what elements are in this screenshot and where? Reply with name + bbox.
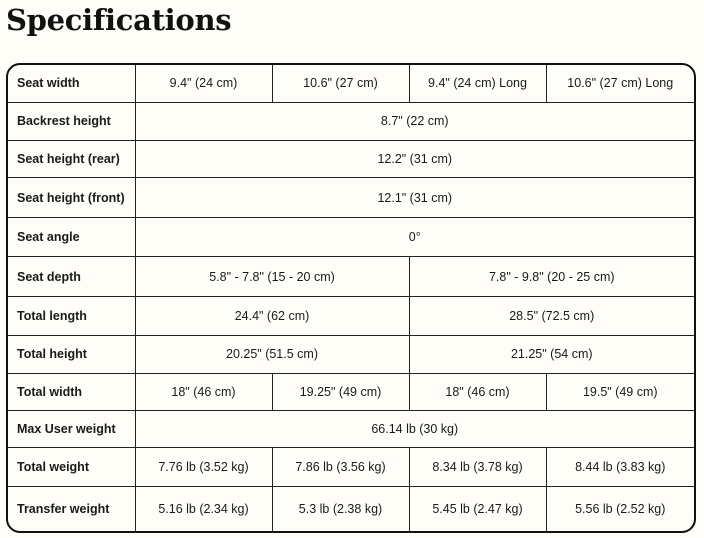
spec-value-cell: 5.3 lb (2.38 kg): [272, 487, 409, 531]
spec-row: [8, 140, 694, 177]
spec-value-cell: 24.4" (62 cm): [135, 297, 409, 335]
spec-row: [8, 65, 694, 102]
spec-row: [8, 218, 694, 257]
spec-value-cell: 7.76 lb (3.52 kg): [135, 448, 272, 487]
spec-row-label: Max User weight: [8, 410, 135, 447]
spec-value-cell: 10.6" (27 cm) Long: [546, 65, 694, 102]
spec-row: [8, 257, 694, 297]
spec-value-cell: 9.4" (24 cm): [135, 65, 272, 102]
spec-value-cell: 18" (46 cm): [409, 373, 546, 410]
page-title: Specifications: [6, 3, 232, 37]
spec-value-cell: 28.5" (72.5 cm): [409, 297, 694, 335]
spec-value-cell: 8.44 lb (3.83 kg): [546, 448, 694, 487]
spec-row: [8, 102, 694, 140]
spec-value-cell: 8.34 lb (3.78 kg): [409, 448, 546, 487]
spec-value-cell: 5.8" - 7.8" (15 - 20 cm): [135, 257, 409, 297]
spec-row: [8, 487, 694, 531]
spec-value-cell: 12.1" (31 cm): [135, 177, 694, 217]
spec-value-cell: 7.8" - 9.8" (20 - 25 cm): [409, 257, 694, 297]
spec-row-label: Transfer weight: [8, 487, 135, 531]
spec-value-cell: 19.5" (49 cm): [546, 373, 694, 410]
spec-value-cell: 20.25" (51.5 cm): [135, 335, 409, 373]
spec-row-label: Total weight: [8, 448, 135, 487]
spec-value-cell: 19.25" (49 cm): [272, 373, 409, 410]
spec-row: [8, 335, 694, 373]
spec-value-cell: 5.16 lb (2.34 kg): [135, 487, 272, 531]
spec-value-cell: 18" (46 cm): [135, 373, 272, 410]
spec-value-cell: 7.86 lb (3.56 kg): [272, 448, 409, 487]
spec-row-label: Seat width: [8, 65, 135, 102]
spec-value-cell: 0°: [135, 218, 694, 257]
spec-value-cell: 10.6" (27 cm): [272, 65, 409, 102]
spec-value-cell: 66.14 lb (30 kg): [135, 410, 694, 447]
spec-row: [8, 297, 694, 335]
spec-row-label: Total length: [8, 297, 135, 335]
spec-row: [8, 177, 694, 217]
spec-row: [8, 410, 694, 447]
spec-row-label: Total height: [8, 335, 135, 373]
spec-row: [8, 373, 694, 410]
spec-value-cell: 12.2" (31 cm): [135, 140, 694, 177]
spec-value-cell: 8.7" (22 cm): [135, 102, 694, 140]
spec-row-label: Total width: [8, 373, 135, 410]
spec-row-label: Seat angle: [8, 218, 135, 257]
spec-value-cell: 21.25" (54 cm): [409, 335, 694, 373]
spec-value-cell: 5.45 lb (2.47 kg): [409, 487, 546, 531]
spec-value-cell: 5.56 lb (2.52 kg): [546, 487, 694, 531]
specifications-table: [6, 63, 696, 533]
spec-row-label: Seat height (front): [8, 177, 135, 217]
spec-row: [8, 448, 694, 487]
spec-row-label: Backrest height: [8, 102, 135, 140]
spec-row-label: Seat depth: [8, 257, 135, 297]
spec-value-cell: 9.4" (24 cm) Long: [409, 65, 546, 102]
spec-row-label: Seat height (rear): [8, 140, 135, 177]
